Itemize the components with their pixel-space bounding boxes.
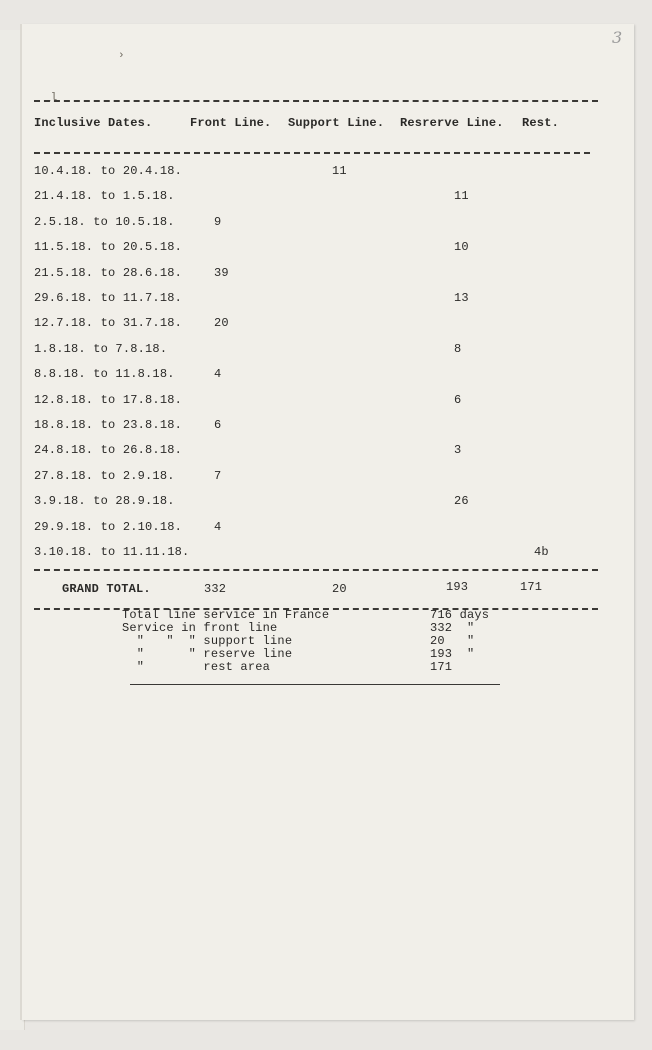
summary-value: 716 days: [430, 608, 490, 622]
ink-mark: ›: [118, 50, 125, 62]
row-dates: 3.9.18. to 28.9.18.: [34, 494, 175, 508]
row-dates: 12.8.18. to 17.8.18.: [34, 393, 183, 407]
row-dates: 1.8.18. to 7.8.18.: [34, 342, 168, 356]
page-number: 3: [612, 28, 623, 47]
row-dates: 12.7.18. to 31.7.18.: [34, 316, 183, 330]
row-front-line: 4: [214, 367, 222, 381]
row-dates: 11.5.18. to 20.5.18.: [34, 240, 183, 254]
summary-label: Service in front line: [122, 621, 278, 635]
header-front-line: Front Line.: [190, 116, 272, 130]
top-rule: [34, 100, 598, 102]
document-page: [22, 24, 634, 1020]
summary-value: 193 ": [430, 647, 475, 661]
grand-total-front: 332: [204, 582, 227, 596]
row-dates: 21.4.18. to 1.5.18.: [34, 189, 175, 203]
row-dates: 27.8.18. to 2.9.18.: [34, 469, 175, 483]
summary-label: " rest area: [122, 660, 271, 674]
row-front-line: 7: [214, 469, 222, 483]
header-reserve-line: Resrerve Line.: [400, 116, 504, 130]
row-reserve-line: 11: [454, 189, 469, 203]
summary-label: " " reserve line: [122, 647, 293, 661]
row-reserve-line: 3: [454, 443, 462, 457]
header-dates: Inclusive Dates.: [34, 116, 153, 130]
row-front-line: 9: [214, 215, 222, 229]
row-rest: 4b: [534, 545, 549, 559]
header-support-line: Support Line.: [288, 116, 385, 130]
grand-total-reserve: 193: [446, 580, 469, 594]
summary-label: Total line service in France: [122, 608, 330, 622]
row-front-line: 20: [214, 316, 229, 330]
row-dates: 24.8.18. to 26.8.18.: [34, 443, 183, 457]
row-reserve-line: 26: [454, 494, 469, 508]
row-dates: 8.8.18. to 11.8.18.: [34, 367, 175, 381]
summary-label: " " " support line: [122, 634, 293, 648]
header-rest: Rest.: [522, 116, 560, 130]
header-rule: [34, 152, 590, 154]
row-dates: 29.9.18. to 2.10.18.: [34, 520, 183, 534]
row-reserve-line: 8: [454, 342, 462, 356]
grand-total-support: 20: [332, 582, 347, 596]
row-support-line: 11: [332, 164, 347, 178]
summary-value: 171: [430, 660, 453, 674]
row-reserve-line: 13: [454, 291, 469, 305]
row-dates: 29.6.18. to 11.7.18.: [34, 291, 183, 305]
row-dates: 3.10.18. to 11.11.18.: [34, 545, 190, 559]
grand-total-label: GRAND TOTAL.: [62, 582, 151, 596]
row-front-line: 6: [214, 418, 222, 432]
ink-mark: _l: [44, 92, 58, 104]
summary-value: 20 ": [430, 634, 475, 648]
row-dates: 18.8.18. to 23.8.18.: [34, 418, 183, 432]
grand-total-rest: 171: [520, 580, 543, 594]
row-dates: 2.5.18. to 10.5.18.: [34, 215, 175, 229]
row-dates: 10.4.18. to 20.4.18.: [34, 164, 183, 178]
row-reserve-line: 10: [454, 240, 469, 254]
row-front-line: 4: [214, 520, 222, 534]
total-rule-top: [34, 569, 598, 571]
summary-value: 332 ": [430, 621, 475, 635]
row-reserve-line: 6: [454, 393, 462, 407]
summary-rule: [130, 684, 500, 685]
row-front-line: 39: [214, 266, 229, 280]
row-dates: 21.5.18. to 28.6.18.: [34, 266, 183, 280]
